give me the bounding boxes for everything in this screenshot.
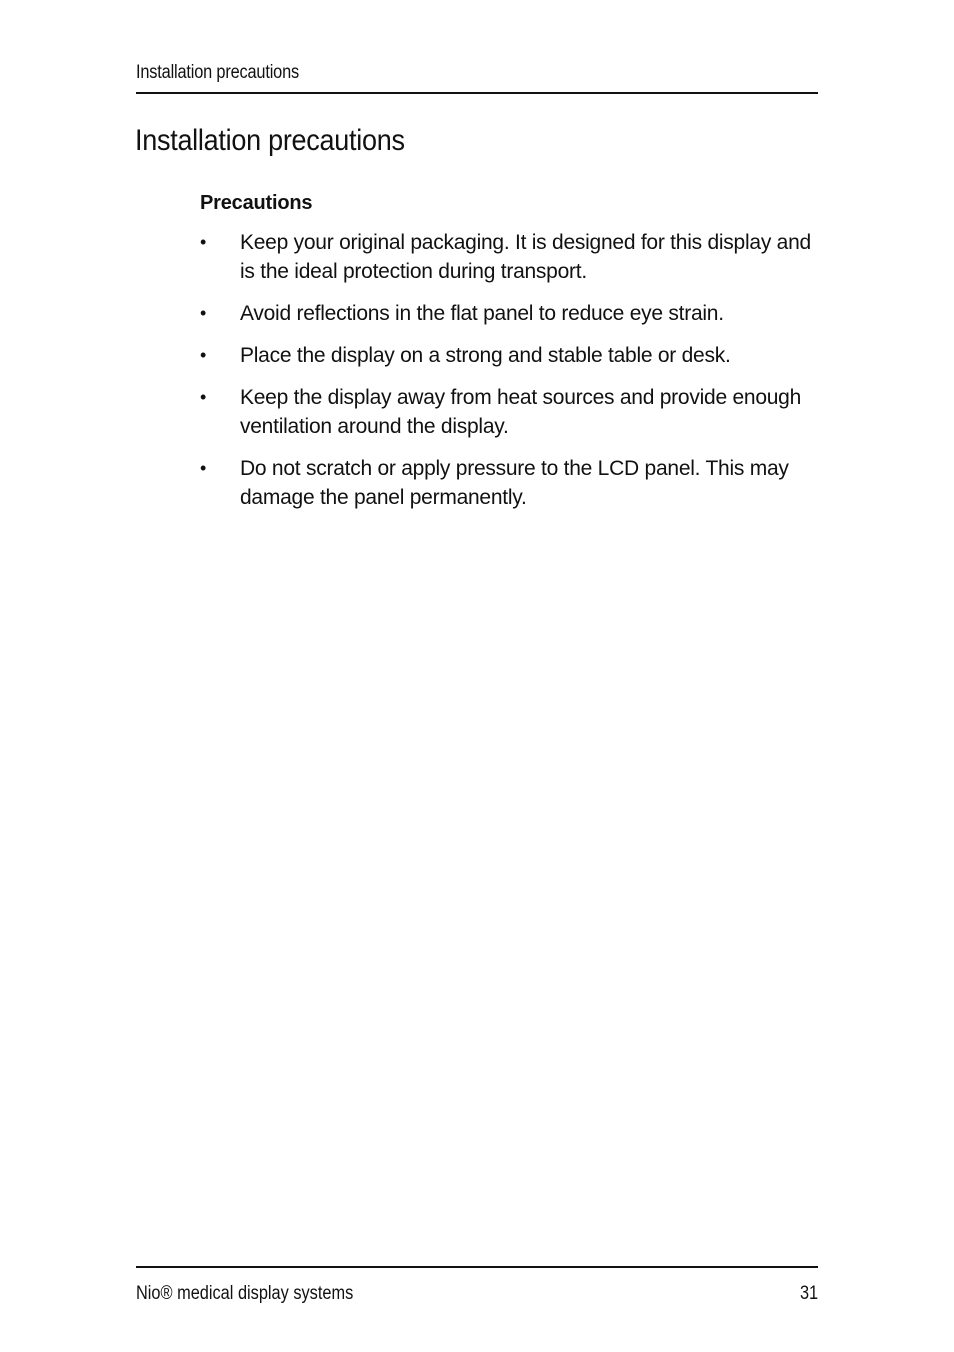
- bullet-icon: •: [200, 387, 207, 407]
- precaution-text: Avoid reflections in the flat panel to reduce eye strain.: [240, 302, 724, 325]
- precaution-item: [200, 299, 818, 328]
- precaution-item: [200, 454, 818, 512]
- bullet-icon: •: [200, 232, 207, 252]
- footer-product-name: Nio® medical display systems: [136, 1283, 354, 1304]
- precaution-text: Keep your original packaging. It is designed for this display and is the ideal protection during transport.: [240, 231, 811, 283]
- page-number: 31: [799, 1283, 818, 1304]
- precaution-text: Place the display on a strong and stable table or desk.: [240, 344, 731, 367]
- bullet-icon: •: [200, 458, 207, 478]
- precaution-list: [200, 228, 818, 512]
- running-header: [136, 60, 818, 94]
- precaution-text: Keep the display away from heat sources and provide enough ventilation around the display.: [240, 386, 802, 438]
- precaution-item: [200, 341, 818, 370]
- running-header-title: Installation precautions: [136, 62, 300, 83]
- bullet-icon: •: [200, 345, 207, 365]
- precaution-item: [200, 228, 818, 286]
- section-heading: Precautions: [200, 192, 313, 214]
- page-title: Installation precautions: [135, 124, 405, 157]
- bullet-icon: •: [200, 303, 207, 323]
- precaution-text: Do not scratch or apply pressure to the LCD panel. This may damage the panel permanently.: [240, 457, 789, 509]
- precaution-item: [200, 383, 818, 441]
- page-footer: [136, 1266, 818, 1316]
- precautions-section: [200, 190, 818, 525]
